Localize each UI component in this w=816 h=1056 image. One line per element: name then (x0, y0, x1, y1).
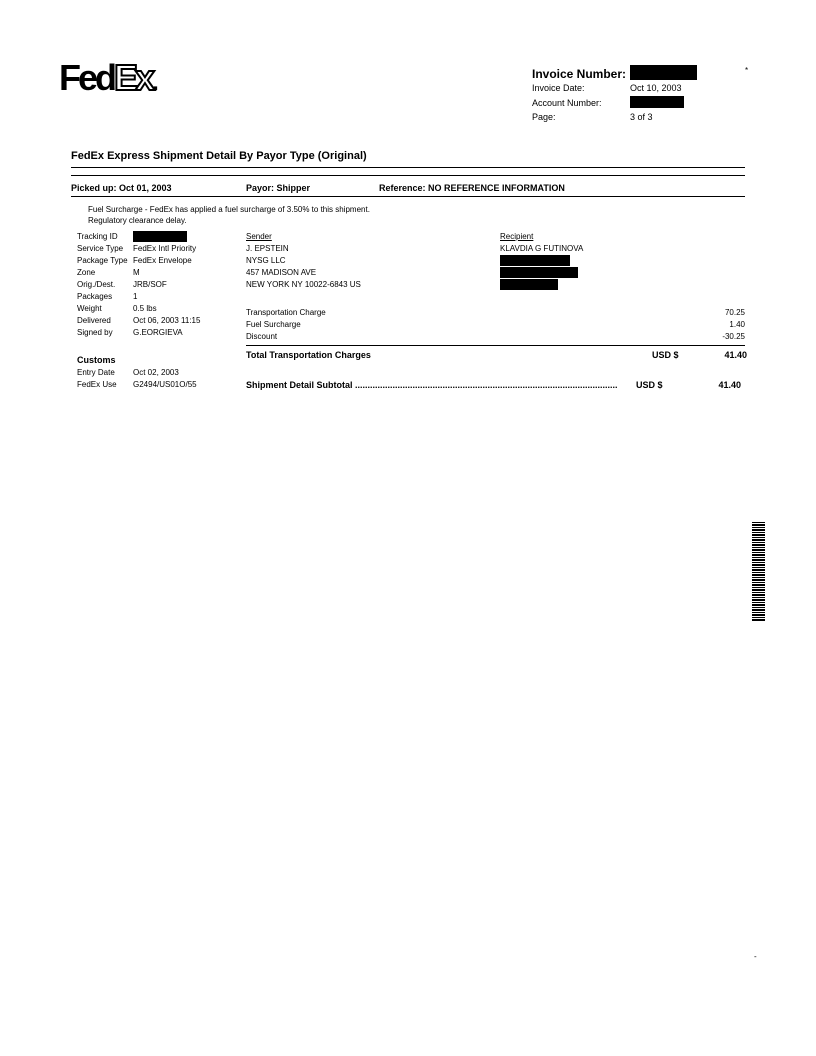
detail-label: Orig./Dest. (77, 280, 116, 289)
detail-value: 1 (133, 292, 138, 301)
logo-fed: Fed (59, 57, 115, 98)
reference-text: Reference: NO REFERENCE INFORMATION (379, 183, 565, 193)
regulatory-note: Regulatory clearance delay. (88, 216, 187, 225)
customs-value: Oct 02, 2003 (133, 368, 179, 377)
sender-line: 457 MADISON AVE (246, 268, 317, 277)
charge-label: Transportation Charge (246, 308, 326, 317)
tracking-id-redaction (133, 231, 187, 242)
logo-dot: . (152, 69, 156, 96)
customs-label: Entry Date (77, 368, 115, 377)
customs-heading: Customs (77, 355, 116, 365)
summary-bottom-divider (71, 196, 745, 197)
recipient-name: KLAVDIA G FUTINOVA (500, 244, 584, 253)
charges-divider (246, 345, 745, 346)
invoice-date-label: Invoice Date: (532, 83, 585, 93)
picked-up-text: Picked up: Oct 01, 2003 (71, 183, 172, 193)
charge-label: Discount (246, 332, 278, 341)
corner-mark-bottom: - (754, 952, 757, 961)
document-barcode (752, 522, 765, 622)
fedex-logo (59, 58, 156, 103)
summary-top-divider (71, 175, 745, 176)
detail-label: Package Type (77, 256, 128, 265)
subtotal-currency: USD $ (636, 380, 663, 390)
customs-label: FedEx Use (77, 380, 117, 389)
detail-label: Zone (77, 268, 96, 277)
fuel-surcharge-note: Fuel Surcharge - FedEx has applied a fuel surcharge of 3.50% to this shipment. (88, 205, 370, 214)
total-currency: USD $ (652, 350, 679, 360)
account-number-redaction (630, 96, 684, 108)
customs-value: G2494/US01O/55 (133, 380, 197, 389)
detail-value: 0.5 lbs (133, 304, 157, 313)
invoice-number-redaction (630, 65, 697, 80)
detail-value: M (133, 268, 140, 277)
subtotal-amount: 41.40 (718, 380, 741, 390)
charge-amount: -30.25 (722, 332, 745, 341)
detail-label: Tracking ID (77, 232, 118, 241)
total-amount: 41.40 (724, 350, 747, 360)
detail-label: Service Type (77, 244, 124, 253)
detail-label: Signed by (77, 328, 113, 337)
page-value: 3 of 3 (630, 112, 653, 122)
sender-line: NEW YORK NY 10022-6843 US (246, 280, 361, 289)
sender-line: J. EPSTEIN (246, 244, 289, 253)
detail-label: Delivered (77, 316, 111, 325)
charge-amount: 70.25 (724, 308, 745, 317)
charge-label: Fuel Surcharge (246, 320, 301, 329)
recipient-line-redaction (500, 267, 578, 278)
page-title: FedEx Express Shipment Detail By Payor Type (Original) (71, 150, 367, 162)
invoice-date-value: Oct 10, 2003 (630, 83, 682, 93)
detail-value: FedEx Intl Priority (133, 244, 197, 253)
charge-amount: 1.40 (729, 320, 745, 329)
sender-line: NYSG LLC (246, 256, 286, 265)
detail-value: JRB/SOF (133, 280, 167, 289)
recipient-heading: Recipient (500, 232, 534, 241)
total-label: Total Transportation Charges (246, 350, 371, 360)
corner-mark-top: * (745, 66, 749, 75)
detail-value: FedEx Envelope (133, 256, 192, 265)
recipient-line-redaction (500, 255, 570, 266)
detail-label: Weight (77, 304, 102, 313)
page-label: Page: (532, 112, 556, 122)
detail-label: Packages (77, 292, 113, 301)
account-number-label: Account Number: (532, 98, 602, 108)
detail-value: Oct 06, 2003 11:15 (133, 316, 201, 325)
logo-ex: Ex (114, 57, 153, 98)
payor-text: Payor: Shipper (246, 183, 311, 193)
subtotal-label: Shipment Detail Subtotal ......................................................................................................... (246, 380, 618, 390)
detail-value: G.EORGIEVA (133, 328, 183, 337)
invoice-number-label: Invoice Number: (532, 67, 627, 81)
recipient-line-redaction (500, 279, 558, 290)
title-divider (71, 167, 745, 168)
sender-heading: Sender (246, 232, 272, 241)
